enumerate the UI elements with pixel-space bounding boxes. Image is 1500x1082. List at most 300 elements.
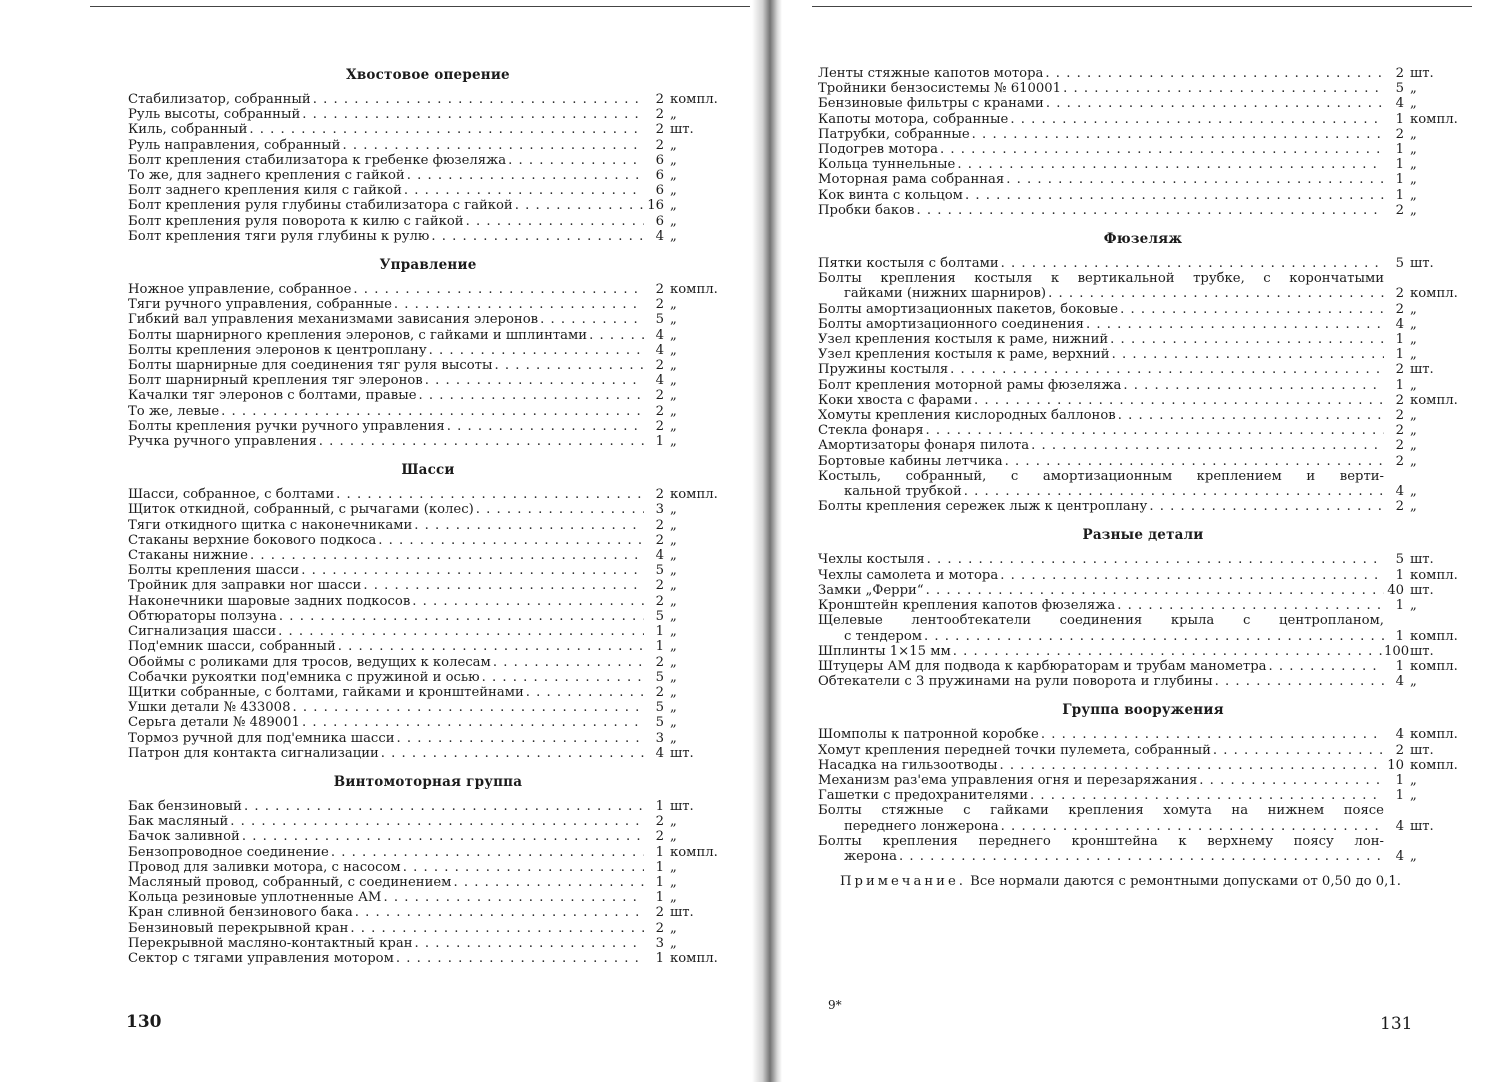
item-unit: „ xyxy=(670,829,677,845)
item-name: Болты крепления элеронов к центроплану xyxy=(128,342,427,358)
list-item xyxy=(818,834,1468,864)
item-quantity: 1 xyxy=(1395,111,1404,127)
page-number-left: 130 xyxy=(126,1012,162,1032)
list-item xyxy=(818,499,1468,514)
leader-dots xyxy=(414,518,644,533)
item-quantity: 5 xyxy=(655,312,664,328)
item-quantity: 6 xyxy=(655,152,664,168)
list-item xyxy=(128,373,728,388)
item-quantity: 1 xyxy=(655,434,664,450)
item-name: Обтекатели с 3 пружинами на рули поворота и глубины xyxy=(818,674,1213,690)
item-name: Сигнализация шасси xyxy=(128,624,277,640)
leader-dots xyxy=(1031,438,1384,453)
list-item xyxy=(128,639,728,654)
item-unit: „ xyxy=(670,874,677,890)
item-name: Замки „Ферри“ xyxy=(818,582,924,598)
item-unit: шт. xyxy=(1410,66,1434,81)
leader-dots xyxy=(589,328,644,343)
leader-dots xyxy=(383,890,644,905)
list-item xyxy=(128,183,728,198)
list-item xyxy=(818,332,1468,347)
list-item xyxy=(128,229,728,244)
leader-dots xyxy=(453,875,644,890)
item-unit: „ xyxy=(1410,301,1417,317)
item-unit: шт. xyxy=(1410,742,1434,758)
leader-dots xyxy=(396,951,644,966)
item-quantity: 4 xyxy=(1395,316,1404,332)
leader-dots xyxy=(1123,378,1384,393)
section xyxy=(128,244,728,449)
item-quantity: 2 xyxy=(1395,742,1404,758)
leader-dots xyxy=(397,731,645,746)
item-name: Кран сливной бензинового бака xyxy=(128,905,353,921)
item-name: Болт шарнирный крепления тяг элеронов xyxy=(128,373,423,389)
item-name: Бензопроводное соединение xyxy=(128,844,329,860)
item-unit: „ xyxy=(1410,499,1417,515)
list-item xyxy=(818,423,1468,438)
item-name: Серьга детали № 489001 xyxy=(128,715,300,731)
item-name: Щиток откидной, собранный, с рычагами (колес) xyxy=(128,502,474,518)
item-quantity: 4 xyxy=(655,228,664,244)
item-name: Стабилизатор, собранный xyxy=(128,92,311,107)
leader-dots xyxy=(1048,286,1384,301)
item-name: Бак масляный xyxy=(128,814,229,830)
item-name: Пятки костыля с болтами xyxy=(818,256,999,272)
item-unit: „ xyxy=(670,183,677,199)
item-unit: компл. xyxy=(670,282,718,298)
note-label: Примечание. xyxy=(840,874,966,890)
item-name: Сектор с тягами управления мотором xyxy=(128,950,394,966)
item-unit: „ xyxy=(670,388,677,404)
leader-dots xyxy=(1001,256,1384,271)
list-item xyxy=(128,594,728,609)
item-quantity: 2 xyxy=(655,403,664,419)
list-item xyxy=(818,203,1468,218)
item-name: Руль высоты, собранный xyxy=(128,107,301,123)
item-name: Гашетки с предохранителями xyxy=(818,788,1029,804)
top-rule xyxy=(812,6,1472,7)
item-name: Пружины костыля xyxy=(818,362,949,378)
section xyxy=(818,218,1468,514)
item-unit: „ xyxy=(670,418,677,434)
leader-dots xyxy=(394,297,644,312)
item-name: Перекрывной масляно-контактный кран xyxy=(128,935,413,951)
list-item xyxy=(818,408,1468,423)
list-item xyxy=(818,393,1468,408)
leader-dots xyxy=(493,655,644,670)
item-name: Кольца туннельные xyxy=(818,157,956,173)
footnote xyxy=(818,874,1468,890)
leader-dots xyxy=(515,198,644,213)
item-name: Шплинты 1×15 мм xyxy=(818,643,951,659)
item-unit: „ xyxy=(670,920,677,936)
section xyxy=(818,689,1468,864)
list-item xyxy=(818,803,1468,833)
list-item xyxy=(128,845,728,860)
item-unit: „ xyxy=(1410,142,1417,158)
item-quantity: 5 xyxy=(655,669,664,685)
item-unit: компл. xyxy=(1410,567,1458,583)
item-unit: „ xyxy=(1410,187,1417,203)
leader-dots xyxy=(926,583,1384,598)
note-text: Все нормали даются с ремонтными допусками от 0,50 до 0,1. xyxy=(970,874,1401,890)
item-name: Болты крепления переднего кронштейна к верхнему поясу лон- xyxy=(818,833,1384,849)
top-rule xyxy=(90,6,750,7)
item-quantity: 4 xyxy=(1395,674,1404,690)
item-unit: „ xyxy=(670,358,677,374)
list-item xyxy=(128,282,728,297)
leader-dots xyxy=(415,936,644,951)
item-name: Ручка ручного управления xyxy=(128,434,317,450)
item-unit: „ xyxy=(1410,316,1417,332)
leader-dots xyxy=(1086,317,1384,332)
item-name: Болты крепления сережек лыж к центроплану xyxy=(818,499,1148,515)
item-unit: компл. xyxy=(670,487,718,503)
item-unit: „ xyxy=(1410,848,1417,864)
item-name: То же, левые xyxy=(128,403,220,419)
item-name: Масляный провод, собранный, с соединением xyxy=(128,874,452,890)
item-unit: „ xyxy=(1410,202,1417,218)
item-unit: „ xyxy=(670,502,677,518)
item-name: Штуцеры АМ для подвода к карбюраторам и трубам манометра xyxy=(818,658,1267,674)
item-quantity: 5 xyxy=(1395,256,1404,272)
list-item xyxy=(818,362,1468,377)
item-unit: „ xyxy=(670,593,677,609)
item-unit: „ xyxy=(670,532,677,548)
item-name: Механизм раз'ема управления огня и перезаряжания xyxy=(818,772,1198,788)
list-item xyxy=(128,502,728,517)
list-item xyxy=(818,727,1468,742)
item-name: Наконечники шаровые задних подкосов xyxy=(128,593,411,609)
list-item xyxy=(128,799,728,814)
leader-dots xyxy=(279,609,644,624)
item-name: Ленты стяжные капотов мотора xyxy=(818,66,1044,81)
item-unit: компл. xyxy=(670,950,718,966)
item-quantity: 4 xyxy=(655,373,664,389)
leader-dots xyxy=(1213,743,1384,758)
item-unit: шт. xyxy=(1410,256,1434,272)
item-name: Собачки рукоятки под'емника с пружиной и осью xyxy=(128,669,480,685)
list-item xyxy=(128,746,728,761)
item-unit: „ xyxy=(670,107,677,123)
section-title: Хвостовое оперение xyxy=(346,67,510,83)
list-item xyxy=(818,317,1468,332)
leader-dots xyxy=(230,814,644,829)
item-unit: „ xyxy=(670,228,677,244)
item-name: Болты крепления ручки ручного управления xyxy=(128,418,445,434)
item-unit: „ xyxy=(1410,157,1417,173)
item-unit: „ xyxy=(1410,172,1417,188)
leader-dots xyxy=(381,746,644,761)
leader-dots xyxy=(965,188,1384,203)
item-unit: компл. xyxy=(1410,111,1458,127)
item-quantity: 2 xyxy=(655,137,664,153)
list-item xyxy=(818,256,1468,271)
list-item xyxy=(818,66,1468,81)
item-quantity: 2 xyxy=(655,282,664,298)
list-item xyxy=(818,438,1468,453)
leader-dots xyxy=(1110,332,1384,347)
list-item xyxy=(128,487,728,502)
leader-dots xyxy=(1118,408,1384,423)
item-unit: „ xyxy=(670,608,677,624)
item-unit: „ xyxy=(670,342,677,358)
item-quantity: 4 xyxy=(1395,848,1404,864)
item-quantity: 2 xyxy=(1395,392,1404,408)
list-item xyxy=(818,378,1468,393)
list-item xyxy=(128,198,728,213)
leader-dots xyxy=(526,685,644,700)
item-unit: „ xyxy=(1410,788,1417,804)
item-unit: „ xyxy=(670,563,677,579)
leader-dots xyxy=(1063,81,1384,96)
item-quantity: 2 xyxy=(1395,126,1404,142)
item-quantity: 2 xyxy=(655,905,664,921)
list-item xyxy=(818,142,1468,157)
leader-dots xyxy=(1001,819,1384,834)
section-title: Фюзеляж xyxy=(1103,231,1183,248)
item-unit: шт. xyxy=(1410,643,1434,659)
item-name: Бензиновый перекрывной кран xyxy=(128,920,349,936)
item-quantity: 1 xyxy=(1395,598,1404,614)
item-quantity: 2 xyxy=(655,388,664,404)
item-name: Болты шарнирные для соединения тяг руля высоты xyxy=(128,358,493,374)
item-unit: „ xyxy=(1410,438,1417,454)
section-gap xyxy=(818,689,1468,699)
leader-dots xyxy=(302,107,644,122)
leader-dots xyxy=(1199,773,1384,788)
leader-dots xyxy=(1120,302,1384,317)
leader-dots xyxy=(302,715,644,730)
item-unit: „ xyxy=(1410,674,1417,690)
section-title: Группа вооружения xyxy=(1062,702,1224,719)
leader-dots xyxy=(1006,172,1384,187)
item-unit: „ xyxy=(1410,772,1417,788)
list-item xyxy=(818,157,1468,172)
item-name: Провод для заливки мотора, с насосом xyxy=(128,859,401,875)
item-unit: „ xyxy=(670,548,677,564)
section-gap xyxy=(128,449,728,459)
section xyxy=(818,514,1468,689)
list-item xyxy=(818,659,1468,674)
item-quantity: 1 xyxy=(1395,567,1404,583)
item-unit: компл. xyxy=(670,844,718,860)
item-unit: компл. xyxy=(1410,286,1458,302)
leader-dots xyxy=(926,423,1384,438)
item-name-continued: кальной трубкой xyxy=(844,484,962,500)
item-name: Болт заднего крепления киля с гайкой xyxy=(128,183,402,199)
leader-dots xyxy=(950,362,1384,377)
leader-dots xyxy=(974,393,1384,408)
item-name: Стекла фонаря xyxy=(818,423,924,439)
item-unit: „ xyxy=(1410,96,1417,112)
item-unit: „ xyxy=(1410,453,1417,469)
list-item xyxy=(128,685,728,700)
list-item xyxy=(128,419,728,434)
item-name: Киль, собранный xyxy=(128,122,248,138)
item-unit: „ xyxy=(670,639,677,655)
item-unit: „ xyxy=(670,654,677,670)
item-name-continued: с тендером xyxy=(844,628,923,644)
item-name: Стаканы верхние бокового подкоса xyxy=(128,532,377,548)
item-unit: шт. xyxy=(1410,582,1434,598)
list-item xyxy=(818,552,1468,567)
page-number-right: 131 xyxy=(1380,1014,1413,1034)
item-unit: шт. xyxy=(670,798,694,814)
item-unit: шт. xyxy=(1410,818,1434,834)
item-name: Тяги откидного щитка с наконечниками xyxy=(128,517,413,533)
leader-dots xyxy=(1046,96,1384,111)
right-page xyxy=(760,0,1500,1082)
leader-dots xyxy=(278,624,644,639)
item-quantity: 2 xyxy=(1395,286,1404,302)
item-quantity: 2 xyxy=(1395,423,1404,439)
item-unit: компл. xyxy=(670,92,718,107)
list-item xyxy=(128,731,728,746)
leader-dots xyxy=(221,404,644,419)
item-quantity: 6 xyxy=(655,168,664,184)
item-quantity: 1 xyxy=(1395,157,1404,173)
item-quantity: 2 xyxy=(1395,362,1404,378)
section xyxy=(128,761,728,966)
item-quantity: 1 xyxy=(1395,142,1404,158)
leader-dots xyxy=(292,700,644,715)
item-name: Костыль, собранный, с амортизационным креплением и верти- xyxy=(818,468,1384,484)
leader-dots xyxy=(1010,112,1384,127)
section xyxy=(128,64,728,244)
list-item xyxy=(128,624,728,639)
item-quantity: 4 xyxy=(655,327,664,343)
list-item xyxy=(128,138,728,153)
item-name-continued: переднего лонжерона xyxy=(844,818,999,834)
item-quantity: 1 xyxy=(655,798,664,814)
item-unit: компл. xyxy=(1410,628,1458,644)
item-name: Ножное управление, собранное xyxy=(128,282,352,298)
item-quantity: 1 xyxy=(1395,788,1404,804)
item-unit: „ xyxy=(670,213,677,229)
signature-mark: 9* xyxy=(828,998,842,1012)
list-item xyxy=(128,434,728,449)
item-name: Тормоз ручной для под'емника шасси xyxy=(128,730,395,746)
item-unit: шт. xyxy=(1410,362,1434,378)
item-unit: „ xyxy=(670,684,677,700)
item-name: Щелевые лентообтекатели соединения крыла с центропланом, xyxy=(818,613,1384,629)
item-unit: шт. xyxy=(670,745,694,761)
item-quantity: 2 xyxy=(655,107,664,123)
item-unit: „ xyxy=(1410,347,1417,363)
item-quantity: 6 xyxy=(655,183,664,199)
leader-dots xyxy=(242,829,644,844)
item-name: Гибкий вал управления механизмами зависания элеронов xyxy=(128,312,539,328)
list-item xyxy=(128,328,728,343)
leader-dots xyxy=(342,138,644,153)
item-unit: „ xyxy=(670,198,677,214)
section-title: Управление xyxy=(379,257,477,274)
list-item xyxy=(818,598,1468,613)
leader-dots xyxy=(244,799,644,814)
leader-dots xyxy=(999,758,1384,773)
item-quantity: 2 xyxy=(655,92,664,107)
list-item xyxy=(818,743,1468,758)
list-item xyxy=(128,921,728,936)
item-quantity: 1 xyxy=(1395,347,1404,363)
item-name: Чехлы костыля xyxy=(818,552,925,568)
item-name: Кольца резиновые уплотненные АМ xyxy=(128,890,382,906)
item-quantity: 40 xyxy=(1387,582,1404,598)
list-item xyxy=(818,568,1468,583)
item-quantity: 1 xyxy=(1395,172,1404,188)
item-name: Бортовые кабины летчика xyxy=(818,453,1003,469)
list-item xyxy=(818,271,1468,301)
leader-dots xyxy=(494,358,644,373)
list-item xyxy=(128,107,728,122)
item-unit: компл. xyxy=(1410,658,1458,674)
item-quantity: 1 xyxy=(655,874,664,890)
item-name: Качалки тяг элеронов с болтами, правые xyxy=(128,388,417,404)
list-item xyxy=(818,469,1468,499)
item-quantity: 2 xyxy=(655,122,664,138)
leader-dots xyxy=(313,92,644,107)
item-quantity: 4 xyxy=(1395,96,1404,112)
item-name: Хомут крепления передней точки пулемета, собранный xyxy=(818,742,1211,758)
item-quantity: 2 xyxy=(1395,499,1404,515)
item-unit: „ xyxy=(670,890,677,906)
item-quantity: 5 xyxy=(1395,552,1404,568)
item-name: Ушки детали № 433008 xyxy=(128,700,291,716)
item-unit: „ xyxy=(670,517,677,533)
leader-dots xyxy=(1215,674,1384,689)
item-name: Бак бензиновый xyxy=(128,798,242,814)
item-name: Тройник для заправки ног шасси xyxy=(128,578,362,594)
item-unit: „ xyxy=(670,578,677,594)
item-name: Болт крепления тяги руля глубины к рулю xyxy=(128,228,430,244)
item-unit: „ xyxy=(670,434,677,450)
leader-dots xyxy=(972,127,1384,142)
item-quantity: 1 xyxy=(1395,658,1404,674)
item-name: То же, для заднего крепления с гайкой xyxy=(128,168,405,184)
item-unit: „ xyxy=(670,715,677,731)
list-item xyxy=(128,548,728,563)
leader-dots xyxy=(1112,347,1384,362)
list-item xyxy=(818,674,1468,689)
leader-dots xyxy=(431,229,644,244)
item-name: Узел крепления костыля к раме, верхний xyxy=(818,347,1110,363)
list-item xyxy=(128,715,728,730)
item-quantity: 5 xyxy=(655,563,664,579)
list-item xyxy=(128,168,728,183)
item-name: Чехлы самолета и мотора xyxy=(818,567,999,583)
list-item xyxy=(128,533,728,548)
item-quantity: 2 xyxy=(655,358,664,374)
leader-dots xyxy=(403,860,644,875)
item-quantity: 5 xyxy=(655,608,664,624)
list-item xyxy=(128,829,728,844)
list-item xyxy=(128,814,728,829)
item-quantity: 1 xyxy=(1395,772,1404,788)
item-quantity: 5 xyxy=(1395,81,1404,97)
list-item xyxy=(818,788,1468,803)
item-unit: „ xyxy=(670,152,677,168)
leader-dots xyxy=(350,921,644,936)
leader-dots xyxy=(250,548,644,563)
leader-dots xyxy=(353,282,644,297)
item-name: Стаканы нижние xyxy=(128,548,248,564)
item-quantity: 2 xyxy=(1395,453,1404,469)
item-quantity: 2 xyxy=(655,829,664,845)
list-item xyxy=(128,153,728,168)
item-name: Шасси, собранное, с болтами xyxy=(128,487,335,503)
item-name: Под'емник шасси, собранный xyxy=(128,639,336,655)
